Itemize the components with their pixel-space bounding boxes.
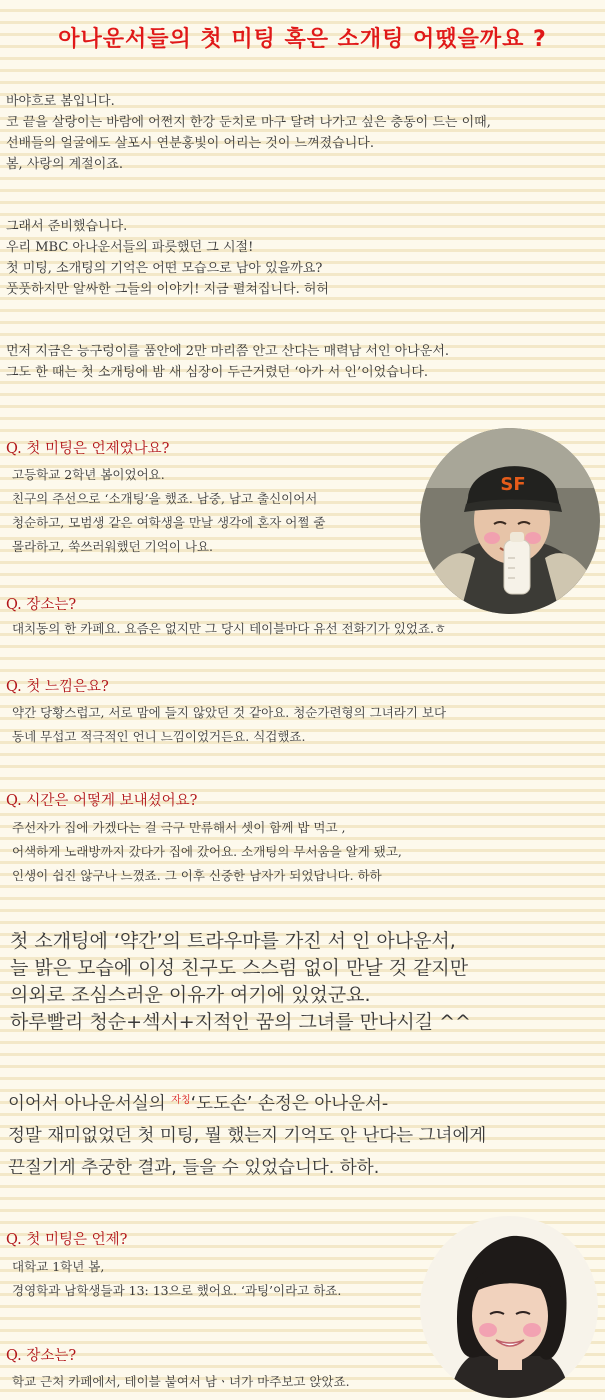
answer-line: 인생이 쉽진 않구나 느꼈죠. 그 이후 신중한 남자가 되었답니다. 하하 — [12, 868, 382, 883]
question-first-meeting: Q. 첫 미팅은 언제였나요? — [6, 441, 170, 457]
intro-paragraph-3 — [6, 341, 449, 383]
answer-first-meeting-son — [12, 1255, 341, 1303]
son-photo — [420, 1216, 598, 1398]
question-first-meeting-son: Q. 첫 미팅은 언제? — [6, 1232, 128, 1248]
answer-line: 동네 무섭고 적극적인 언니 느낌이었거든요. 식겁했죠. — [12, 729, 306, 744]
intro-paragraph-1 — [6, 91, 491, 175]
answer-line: 친구의 주선으로 ‘소개팅’을 했죠. 남중, 남고 출신이어서 — [12, 491, 318, 506]
question-time-spent: Q. 시간은 어떻게 보내셨어요? — [6, 793, 198, 809]
comment-text: ‘도도손’ 손정은 아나운서- — [190, 1094, 389, 1114]
intro-paragraph-2 — [6, 216, 329, 300]
comment-text: 이어서 아나운서실의 — [8, 1094, 172, 1114]
answer-place-son — [12, 1370, 350, 1394]
intro-line: 봄, 사랑의 계절이죠. — [6, 157, 123, 172]
self-proclaimed-tag: 자칭 — [171, 1095, 191, 1106]
comment-line: 첫 소개팅에 ‘약간’의 트라우마를 가진 서 인 아나운서, — [10, 930, 456, 952]
cap-logo-icon: SF — [500, 474, 526, 495]
answer-time-spent — [12, 816, 402, 888]
comment-line: 의외로 조심스러운 이유가 여기에 있었군요. — [10, 984, 371, 1006]
answer-first-meeting — [12, 463, 326, 559]
answer-line: 대치동의 한 카페요. 요즘은 없지만 그 당시 테이블마다 유선 전화기가 있었죠.ㅎ — [12, 621, 447, 636]
intro-line: 우리 MBC 아나운서들의 파릇했던 그 시절! — [6, 240, 254, 255]
answer-line: 청순하고, 모범생 같은 여학생을 만날 생각에 혼자 어쩔 줄 — [12, 515, 326, 530]
answer-line: 학교 근처 카페에서, 테이블 붙여서 남ㆍ녀가 마주보고 앉았죠. — [12, 1374, 350, 1389]
answer-line: 대학교 1학년 봄, — [12, 1259, 105, 1274]
answer-first-impression — [12, 701, 446, 749]
comment-line — [8, 1085, 486, 1120]
intro-line: 그래서 준비했습니다. — [6, 219, 128, 234]
answer-line: 어색하게 노래방까지 갔다가 집에 갔어요. 소개팅의 무서움을 알게 됐고, — [12, 844, 402, 859]
editor-comment-seoin — [10, 928, 471, 1036]
intro-line: 바야흐로 봄입니다. — [6, 94, 115, 109]
comment-line: 정말 재미없었던 첫 미팅, 뭘 했는지 기억도 안 난다는 그녀에게 — [8, 1126, 487, 1146]
seoin-portrait-illustration — [420, 428, 600, 614]
answer-line: 고등학교 2학년 봄이었어요. — [12, 467, 165, 482]
question-place: Q. 장소는? — [6, 597, 77, 613]
intro-line: 선배들의 얼굴에도 살포시 연분홍빛이 어리는 것이 느껴졌습니다. — [6, 136, 374, 151]
son-portrait-illustration — [420, 1216, 598, 1398]
comment-line: 끈질기게 추궁한 결과, 들을 수 있었습니다. 하하. — [8, 1158, 380, 1178]
intro-line: 풋풋하지만 알싸한 그들의 이야기! 지금 펼쳐집니다. 허허 — [6, 282, 329, 297]
answer-line: 경영학과 남학생들과 13: 13으로 했어요. ‘과팅’이라고 하죠. — [12, 1283, 342, 1298]
intro-line: 코 끝을 살랑이는 바람에 어쩐지 한강 둔치로 마구 달려 나가고 싶은 충동이 드는 이때, — [6, 115, 491, 130]
answer-line: 주선자가 집에 가겠다는 걸 극구 만류해서 셋이 함께 밥 먹고 , — [12, 820, 346, 835]
comment-line: 하루빨리 청순+섹시+지적인 꿈의 그녀를 만나시길 ^^ — [10, 1011, 471, 1033]
intro-line: 첫 미팅, 소개팅의 기억은 어떤 모습으로 남아 있을까요? — [6, 261, 323, 276]
editor-comment-son — [8, 1085, 486, 1184]
comment-line: 늘 밝은 모습에 이성 친구도 스스럼 없이 만날 것 같지만 — [10, 957, 469, 979]
intro-line: 그도 한 때는 첫 소개팅에 밤 새 심장이 두근거렸던 ‘아가 서 인’이었습니다. — [6, 365, 429, 380]
seoin-photo — [420, 428, 600, 614]
question-first-impression: Q. 첫 느낌은요? — [6, 679, 109, 695]
answer-line: 몰라하고, 쑥쓰러워했던 기억이 나요. — [12, 539, 213, 554]
page-title: 아나운서들의 첫 미팅 혹은 소개팅 어땠을까요 ? — [58, 27, 547, 52]
answer-place — [12, 617, 446, 641]
question-place-son: Q. 장소는? — [6, 1348, 77, 1364]
intro-line: 먼저 지금은 능구렁이를 품안에 2만 마리쯤 안고 산다는 매력남 서인 아나운서. — [6, 344, 450, 359]
answer-line: 약간 당황스럽고, 서로 맘에 들지 않았던 것 같아요. 청순가련형의 그녀라기 보다 — [12, 705, 447, 720]
